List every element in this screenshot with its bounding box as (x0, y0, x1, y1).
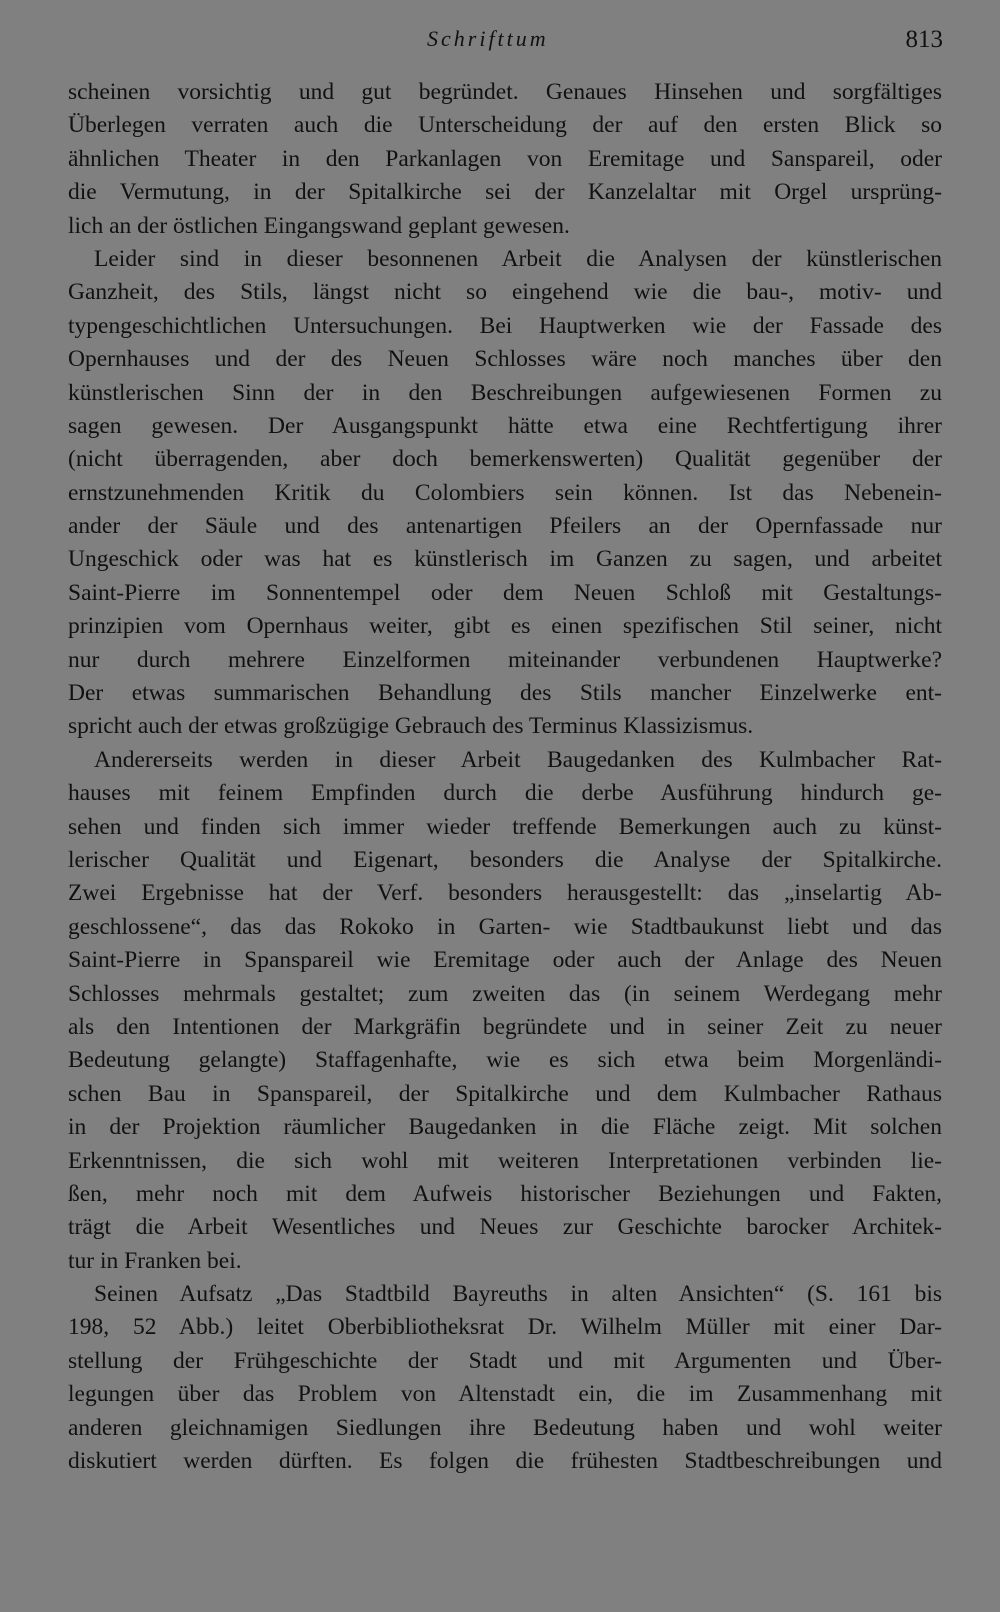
text-line: Der etwas summarischen Behandlung des Stils mancher Einzelwerke ent- (68, 680, 942, 707)
text-line: ähnlichen Theater in den Parkanlagen von Eremitage und Sanspareil, oder (68, 145, 942, 172)
text-line: als den Intentionen der Markgräfin begründete und in seiner Zeit zu neuer (68, 1013, 942, 1040)
text-line: sagen gewesen. Der Ausgangspunkt hätte etwa eine Rechtfertigung ihrer (68, 412, 942, 439)
text-line: typengeschichtlichen Untersuchungen. Bei Hauptwerken wie der Fassade des (68, 312, 942, 339)
text-line: nur durch mehrere Einzelformen miteinander verbundenen Hauptwerke? (68, 646, 942, 673)
text-line: in der Projektion räumlicher Baugedanken in die Fläche zeigt. Mit solchen (68, 1114, 942, 1141)
text-line: tur in Franken bei. (68, 1247, 242, 1274)
text-line: Ungeschick oder was hat es künstlerisch im Ganzen zu sagen, und arbeitet (68, 546, 942, 573)
text-line: Seinen Aufsatz „Das Stadtbild Bayreuths in alten Ansichten“ (S. 161 bis (94, 1281, 942, 1308)
text-line: Bedeutung gelangte) Staffagenhafte, wie es sich etwa beim Morgenländi- (68, 1047, 942, 1074)
text-line: Überlegen verraten auch die Unterscheidung der auf den ersten Blick so (68, 112, 942, 139)
running-title: Schrifttum (427, 26, 549, 51)
text-line: schen Bau in Spanspareil, der Spitalkirche und dem Kulmbacher Rathaus (68, 1080, 942, 1107)
text-line: prinzipien vom Opernhaus weiter, gibt es einen spezifischen Stil seiner, nicht (68, 613, 942, 640)
text-line: stellung der Frühgeschichte der Stadt und mit Argumenten und Über- (68, 1347, 942, 1374)
text-line: die Vermutung, in der Spitalkirche sei der Kanzelaltar mit Orgel ursprüng- (68, 179, 942, 206)
text-line: Andererseits werden in dieser Arbeit Baugedanken des Kulmbacher Rat- (94, 746, 942, 773)
text-line: Saint-Pierre in Spanspareil wie Eremitage oder auch der Anlage des Neuen (68, 947, 942, 974)
text-line: ßen, mehr noch mit dem Aufweis historischer Beziehungen und Fakten, (68, 1180, 942, 1207)
text-line: scheinen vorsichtig und gut begründet. Genaues Hinsehen und sorgfältiges (68, 79, 942, 105)
text-line: lerischer Qualität und Eigenart, besonders die Analyse der Spitalkirche. (68, 846, 942, 873)
page-number: 813 (905, 26, 943, 53)
text-line: Ganzheit, des Stils, längst nicht so eingehend wie die bau-, motiv- und (68, 279, 942, 306)
text-line: Saint-Pierre im Sonnentempel oder dem Neuen Schloß mit Gestaltungs- (68, 579, 942, 606)
text-line: hauses mit feinem Empfinden durch die derbe Ausführung hindurch ge- (68, 780, 942, 807)
text-line: anderen gleichnamigen Siedlungen ihre Bedeutung haben und wohl weiter (68, 1414, 942, 1441)
text-line: trägt die Arbeit Wesentliches und Neues zur Geschichte barocker Architek- (68, 1214, 942, 1241)
text-line: Schlosses mehrmals gestaltet; zum zweiten das (in seinem Werdegang mehr (68, 980, 942, 1007)
running-head (0, 22, 1000, 58)
text-line: Zwei Ergebnisse hat der Verf. besonders herausgestellt: das „inselartig Ab- (68, 880, 942, 907)
text-line: sehen und finden sich immer wieder treffende Bemerkungen auch zu künst- (68, 813, 942, 840)
text-line: lich an der östlichen Eingangswand geplant gewesen. (68, 212, 570, 239)
text-line: 198, 52 Abb.) leitet Oberbibliotheksrat Dr. Wilhelm Müller mit einer Dar- (68, 1314, 942, 1341)
text-line: ernstzunehmenden Kritik du Colombiers sein können. Ist das Nebenein- (68, 479, 942, 506)
text-line: künstlerischen Sinn der in den Beschreibungen aufgewiesenen Formen zu (68, 379, 942, 406)
text-line: Opernhauses und der des Neuen Schlosses wäre noch manches über den (68, 346, 942, 373)
text-line: ander der Säule und des antenartigen Pfeilers an der Opernfassade nur (68, 513, 942, 540)
text-line: geschlossene“, das das Rokoko in Garten- wie Stadtbaukunst liebt und das (68, 913, 942, 940)
text-line: Erkenntnissen, die sich wohl mit weiteren Interpretationen verbinden lie- (68, 1147, 942, 1174)
text-line: (nicht überragenden, aber doch bemerkenswerten) Qualität gegenüber der (68, 446, 942, 473)
text-line: diskutiert werden dürften. Es folgen die frühesten Stadtbeschreibungen und (68, 1448, 942, 1475)
text-line: Leider sind in dieser besonnenen Arbeit die Analysen der künstlerischen (94, 245, 942, 272)
text-line: legungen über das Problem von Altenstadt ein, die im Zusammenhang mit (68, 1381, 942, 1408)
text-line: spricht auch der etwas großzügige Gebrauch des Terminus Klassizismus. (68, 713, 754, 740)
body-text (68, 76, 942, 1478)
